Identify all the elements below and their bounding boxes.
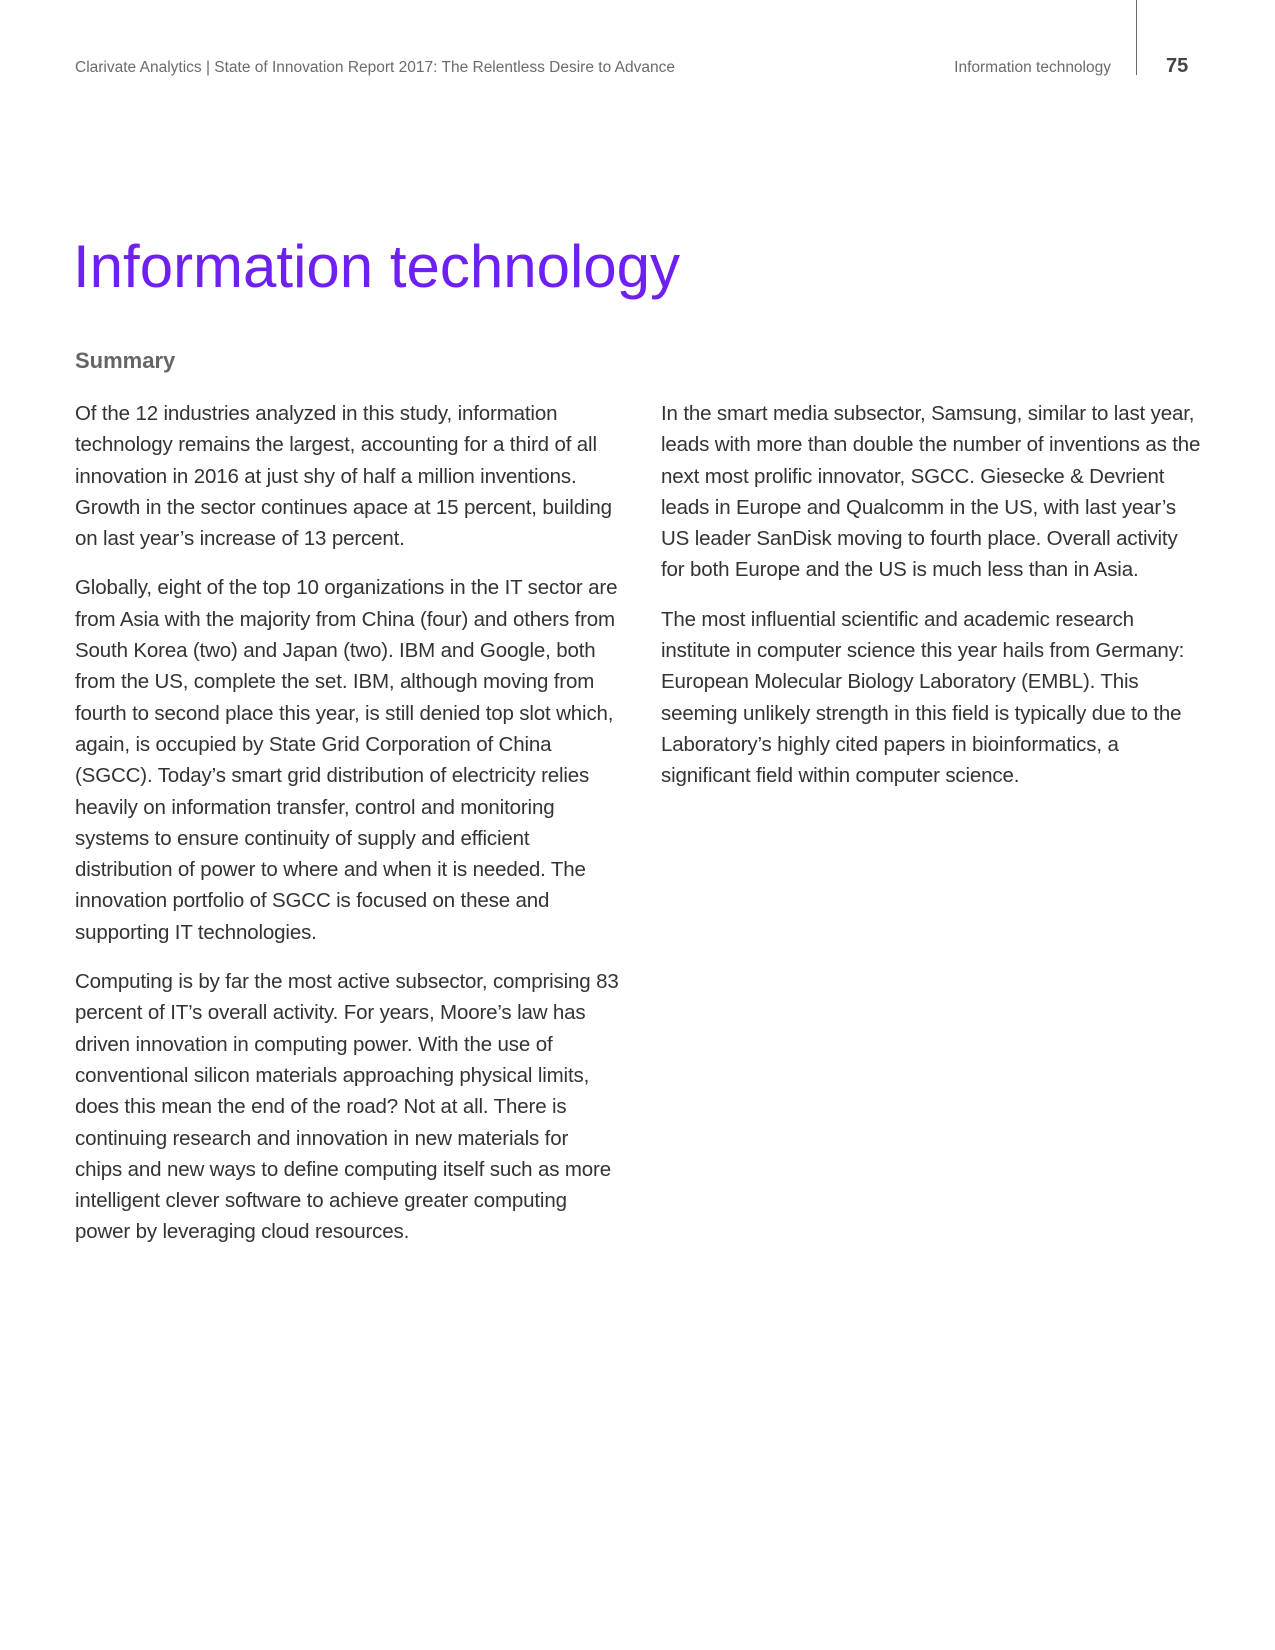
publication-title: Clarivate Analytics | State of Innovation Report 2017: The Relentless Desire to Advance <box>75 59 675 76</box>
paragraph: Computing is by far the most active subsector, comprising 83 percent of IT’s overall activity. For years, Moore’s law has driven innovation in computing power. With the use of conventional silicon materials approaching physical limits, does this mean the end of the road? Not at all. There is continuing research and innovation in new materials for chips and new ways to define computing itself such as more intelligent clever software to achieve greater computing power by leveraging cloud resources. <box>75 970 619 1244</box>
page-number: 75 <box>1166 55 1189 77</box>
paragraph: In the smart media subsector, Samsung, similar to last year, leads with more than double the number of inventions as the next most prolific innovator, SGCC. Giesecke & Devrient leads in Europe and Qualcomm in the US, with last year’s US leader SanDisk moving to fourth place. Overall activity for both Europe and the US is much less than in Asia. <box>661 402 1201 582</box>
left-column <box>75 398 620 1266</box>
right-column <box>661 398 1201 810</box>
summary-heading: Summary <box>75 348 176 373</box>
paragraph: The most influential scientific and academic research institute in computer science this year hails from Germany: European Molecular Biology Laboratory (EMBL). This seeming unlikely strength in this field is typically due to the Laboratory’s highly cited papers in bioinformatics, a significant field within computer science. <box>661 607 1185 788</box>
header-divider <box>1136 0 1137 75</box>
paragraph: Globally, eight of the top 10 organizations in the IT sector are from Asia with the majority from China (four) and others from South Korea (two) and Japan (two). IBM and Google, both from the US, complete the set. IBM, although moving from fourth to second place this year, is still denied top slot which, again, is occupied by State Grid Corporation of China (SGCC). Today’s smart grid distribution of electricity relies heavily on information transfer, control and monitoring systems to ensure continuity of supply and efficient distribution of power to where and when it is needed. The innovation portfolio of SGCC is focused on these and supporting IT technologies. <box>75 576 618 944</box>
page-title: Information technology <box>73 233 681 300</box>
section-name: Information technology <box>954 59 1111 76</box>
paragraph: Of the 12 industries analyzed in this study, information technology remains the largest, accounting for a third of all innovation in 2016 at just shy of half a million inventions. Growth in the sector continues apace at 15 percent, building on last year’s increase of 13 percent. <box>75 402 612 551</box>
